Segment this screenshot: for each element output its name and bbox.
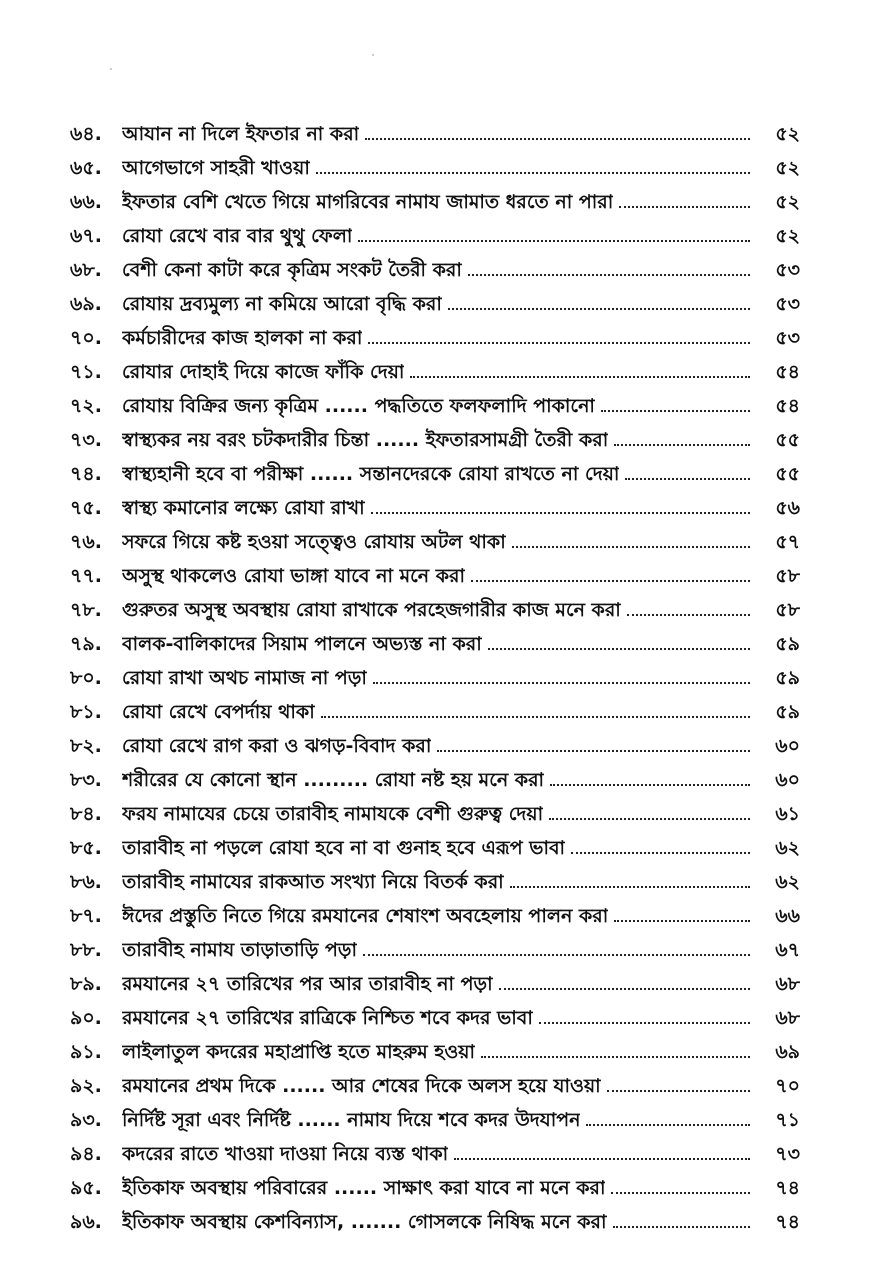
entry-page-number: ৫৩ xyxy=(775,259,800,281)
entry-page-number: ৫৩ xyxy=(775,293,800,315)
toc-entry xyxy=(70,936,800,970)
entry-number: ৭২. xyxy=(70,395,102,417)
entry-number: ৮২. xyxy=(70,735,102,757)
entry-page-number: ৬২ xyxy=(775,837,800,859)
dot-leader xyxy=(471,580,750,582)
entry-page-number: ৫২ xyxy=(775,157,800,179)
toc-entry xyxy=(70,222,800,256)
entry-page-number: ৬৯ xyxy=(775,1041,800,1063)
entry-title: লাইলাতুল কদরের মহাপ্রাপ্তি হতে মাহরুম হওয়া xyxy=(122,1041,476,1063)
dot-leader xyxy=(510,886,750,888)
dot-leader xyxy=(368,342,750,344)
entry-page-number: ৫৪ xyxy=(775,361,800,383)
toc-entry xyxy=(70,1140,800,1174)
dot-leader xyxy=(321,716,750,718)
entry-page-number: ৭১ xyxy=(775,1109,800,1131)
toc-entry xyxy=(70,1072,800,1106)
entry-number: ৭৫. xyxy=(70,497,102,519)
entry-page-number: ৫৪ xyxy=(775,395,800,417)
toc-entry xyxy=(70,596,800,630)
entry-title: তারাবীহ নামায তাড়াতাড়ি পড়া xyxy=(122,939,357,961)
entry-number: ৯৪. xyxy=(70,1143,102,1165)
entry-title: গুরুতর অসুস্থ অবস্থায় রোযা রাখাকে পরহেজগারীর কাজ মনে করা xyxy=(122,599,621,621)
toc-entry xyxy=(70,290,800,324)
entry-page-number: ৬০ xyxy=(775,769,800,791)
entry-number: ৬৯. xyxy=(70,293,102,315)
dot-leader xyxy=(358,240,750,242)
entry-page-number: ৫৯ xyxy=(775,633,800,655)
entry-number: ৬৭. xyxy=(70,225,102,247)
entry-page-number: ৫৭ xyxy=(775,531,800,553)
entry-number: ৮৩. xyxy=(70,769,102,791)
entry-title: ইফতার বেশি খেতে গিয়ে মাগরিবের নামায জামাত ধরতে না পারা xyxy=(122,191,614,213)
dot-leader xyxy=(550,784,750,786)
entry-title: আগেভাগে সাহরী খাওয়া xyxy=(122,157,310,179)
entry-page-number: ৬৮ xyxy=(775,1007,800,1029)
entry-number: ৭৮. xyxy=(70,599,102,621)
entry-title: রোযার দোহাই দিয়ে কাজে ফাঁকি দেয়া xyxy=(122,361,405,383)
entry-number: ৯৬. xyxy=(70,1211,102,1233)
toc-entry xyxy=(70,426,800,460)
toc-entry xyxy=(70,970,800,1004)
toc-entry xyxy=(70,630,800,664)
entry-page-number: ৭৪ xyxy=(775,1211,800,1233)
toc-entry xyxy=(70,766,800,800)
entry-page-number: ৫২ xyxy=(775,225,800,247)
entry-number: ৮০. xyxy=(70,667,102,689)
toc-entry xyxy=(70,562,800,596)
dot-leader xyxy=(468,274,750,276)
entry-number: ৬৫. xyxy=(70,157,102,179)
toc-entry xyxy=(70,902,800,936)
toc-entry xyxy=(70,528,800,562)
entry-number: ৯১. xyxy=(70,1041,102,1063)
entry-number: ৮৮. xyxy=(70,939,102,961)
entry-title: স্বাস্থ্য কমানোর লক্ষ্যে রোযা রাখা xyxy=(122,497,365,519)
entry-page-number: ৭৩ xyxy=(775,1143,800,1165)
dot-leader xyxy=(316,172,750,174)
entry-title: স্বাস্থ্যহানী হবে বা পরীক্ষা ...... সন্তানদেরকে রোযা রাখতে না দেয়া xyxy=(122,463,620,485)
entry-title: নির্দিষ্ট সূরা এবং নির্দিষ্ট ...... নামায দিয়ে শবে কদর উদযাপন xyxy=(122,1109,581,1131)
entry-title: ইতিকাফ অবস্থায় কেশবিন্যাস, ....... গোসলকে নিষিদ্ধ মনে করা xyxy=(122,1211,607,1233)
entry-title: ঈদের প্রস্তুতি নিতে গিয়ে রমযানের শেষাংশ অবহেলায় পালন করা xyxy=(122,905,609,927)
entry-number: ৯০. xyxy=(70,1007,102,1029)
entry-number: ৮৬. xyxy=(70,871,102,893)
entry-title: রোযায় বিক্রির জন্য কৃত্রিম ...... পদ্ধতিতে ফলফলাদি পাকানো xyxy=(122,395,595,417)
dot-leader xyxy=(499,988,750,990)
entry-page-number: ৬৭ xyxy=(775,939,800,961)
dot-leader xyxy=(365,138,750,140)
toc-entry xyxy=(70,460,800,494)
entry-title: রোযা রেখে রাগ করা ও ঝগড়-বিবাদ করা xyxy=(122,735,432,757)
entry-number: ৭১. xyxy=(70,361,102,383)
entry-title: রোযা রেখে বার বার থুথু ফেলা xyxy=(122,225,353,247)
dot-leader xyxy=(454,1158,750,1160)
toc-entry xyxy=(70,120,800,154)
entry-title: ফরয নামাযের চেয়ে তারাবীহ নামাযকে বেশী গুরুত্ব দেয়া xyxy=(122,803,544,825)
entry-number: ৭৩. xyxy=(70,429,102,451)
entry-number: ৭৪. xyxy=(70,463,102,485)
toc-entry xyxy=(70,324,800,358)
entry-title: অসুস্থ থাকলেও রোযা ভাঙ্গা যাবে না মনে করা xyxy=(122,565,465,587)
toc-entry xyxy=(70,188,800,222)
entry-title: কর্মচারীদের কাজ হালকা না করা xyxy=(122,327,363,349)
toc-entry xyxy=(70,732,800,766)
entry-number: ৮৪. xyxy=(70,803,102,825)
dot-leader xyxy=(611,1192,750,1194)
entry-title: শরীরের যে কোনো স্থান ......... রোযা নষ্ট হয় মনে করা xyxy=(122,769,545,791)
entry-title: তারাবীহ নামাযের রাকআত সংখ্যা নিয়ে বিতর্ক করা xyxy=(122,871,504,893)
dot-leader xyxy=(614,444,750,446)
toc-entry xyxy=(70,1038,800,1072)
dot-leader xyxy=(625,478,750,480)
toc-entry xyxy=(70,154,800,188)
entry-title: আযান না দিলে ইফতার না করা xyxy=(122,123,360,145)
entry-number: ৯৩. xyxy=(70,1109,102,1131)
toc-entry xyxy=(70,664,800,698)
entry-page-number: ৫৫ xyxy=(775,463,800,485)
dot-leader xyxy=(586,1124,750,1126)
entry-number: ৮৯. xyxy=(70,973,102,995)
entry-page-number: ৫২ xyxy=(775,123,800,145)
dot-leader xyxy=(549,818,750,820)
entry-title: স্বাস্থ্যকর নয় বরং চটকদারীর চিন্তা ...... ইফতারসামগ্রী তৈরী করা xyxy=(122,429,609,451)
entry-number: ৮১. xyxy=(70,701,102,723)
dot-leader xyxy=(448,308,750,310)
dot-leader xyxy=(613,1226,751,1228)
dot-leader xyxy=(410,376,750,378)
entry-title: তারাবীহ না পড়লে রোযা হবে না বা গুনাহ হবে এরূপ ভাবা xyxy=(122,837,566,859)
entry-title: রমযানের ২৭ তারিখের পর আর তারাবীহ না পড়া xyxy=(122,973,493,995)
toc-entry xyxy=(70,358,800,392)
entry-number: ৭৭. xyxy=(70,565,102,587)
entry-title: বালক-বালিকাদের সিয়াম পালনে অভ্যস্ত না করা xyxy=(122,633,482,655)
toc-entry xyxy=(70,834,800,868)
entry-page-number: ৫৯ xyxy=(775,667,800,689)
toc-entry xyxy=(70,1004,800,1038)
entry-number: ৭৬. xyxy=(70,531,102,553)
entry-title: ইতিকাফ অবস্থায় পরিবারের ...... সাক্ষাৎ করা যাবে না মনে করা xyxy=(122,1177,606,1199)
entry-page-number: ৬৮ xyxy=(775,973,800,995)
dot-leader xyxy=(619,206,750,208)
entry-title: কদরের রাতে খাওয়া দাওয়া নিয়ে ব্যস্ত থাকা xyxy=(122,1143,449,1165)
dot-leader xyxy=(437,750,750,752)
entry-page-number: ৬৬ xyxy=(775,905,800,927)
entry-title: বেশী কেনা কাটা করে কৃত্রিম সংকট তৈরী করা xyxy=(122,259,462,281)
toc-entry xyxy=(70,800,800,834)
entry-page-number: ৫৩ xyxy=(775,327,800,349)
entry-page-number: ৫২ xyxy=(775,191,800,213)
entry-number: ৭৯. xyxy=(70,633,102,655)
entry-title: রোযা রাখা অথচ নামাজ না পড়া xyxy=(122,667,367,689)
paper-speck xyxy=(372,54,374,56)
entry-number: ৮৫. xyxy=(70,837,102,859)
entry-title: রোযায় দ্রব্যমুল্য না কমিয়ে আরো বৃদ্ধি করা xyxy=(122,293,442,315)
table-of-contents xyxy=(70,120,800,1242)
dot-leader xyxy=(373,682,750,684)
entry-page-number: ৫৮ xyxy=(775,565,800,587)
entry-page-number: ৬২ xyxy=(775,871,800,893)
toc-entry xyxy=(70,868,800,902)
toc-entry xyxy=(70,698,800,732)
entry-number: ৬৪. xyxy=(70,123,102,145)
entry-page-number: ৬১ xyxy=(775,803,800,825)
dot-leader xyxy=(481,1056,750,1058)
entry-title: রোযা রেখে বেপর্দায় থাকা xyxy=(122,701,315,723)
dot-leader xyxy=(607,1090,750,1092)
entry-page-number: ৫৮ xyxy=(775,599,800,621)
toc-entry xyxy=(70,256,800,290)
entry-number: ৯২. xyxy=(70,1075,102,1097)
dot-leader xyxy=(371,512,750,514)
entry-number: ৬৬. xyxy=(70,191,102,213)
entry-title: সফরে গিয়ে কষ্ট হওয়া সত্ত্বেও রোযায় অটল থাকা xyxy=(122,531,506,553)
entry-title: রমযানের প্রথম দিকে ...... আর শেষের দিকে অলস হয়ে যাওয়া xyxy=(122,1075,601,1097)
entry-page-number: ৬০ xyxy=(775,735,800,757)
entry-number: ৬৮. xyxy=(70,259,102,281)
entry-page-number: ৭৪ xyxy=(775,1177,800,1199)
dot-leader xyxy=(512,546,750,548)
dot-leader xyxy=(571,852,750,854)
toc-entry xyxy=(70,1106,800,1140)
entry-title: রমযানের ২৭ তারিখের রাত্রিকে নিশ্চিত শবে কদর ভাবা xyxy=(122,1007,533,1029)
entry-page-number: ৭০ xyxy=(775,1075,800,1097)
toc-entry xyxy=(70,494,800,528)
entry-number: ৯৫. xyxy=(70,1177,102,1199)
toc-entry xyxy=(70,1208,800,1242)
entry-page-number: ৫৬ xyxy=(775,497,800,519)
dot-leader xyxy=(363,954,750,956)
paper-speck xyxy=(110,68,112,70)
dot-leader xyxy=(488,648,750,650)
dot-leader xyxy=(539,1022,750,1024)
entry-page-number: ৫৯ xyxy=(775,701,800,723)
dot-leader xyxy=(614,920,750,922)
toc-entry xyxy=(70,392,800,426)
entry-page-number: ৫৫ xyxy=(775,429,800,451)
dot-leader xyxy=(627,614,750,616)
dot-leader xyxy=(601,410,750,412)
entry-number: ৭০. xyxy=(70,327,102,349)
entry-number: ৮৭. xyxy=(70,905,102,927)
toc-entry xyxy=(70,1174,800,1208)
